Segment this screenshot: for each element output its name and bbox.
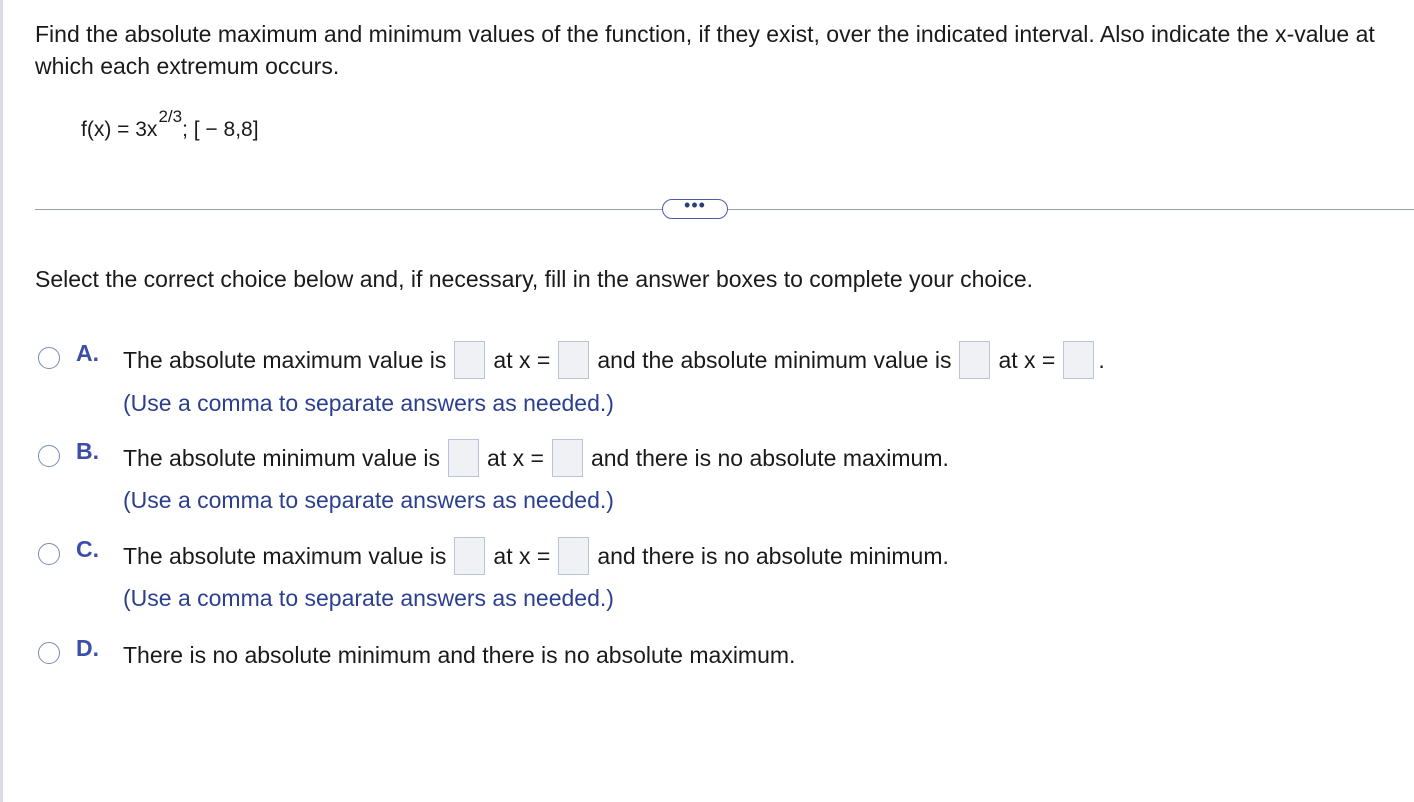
choice-d-text-1: There is no absolute minimum and there is no absolute maximum. (123, 641, 796, 668)
choice-d-letter: D. (76, 635, 99, 661)
choice-c-text-2: at x = (493, 542, 551, 569)
choice-c-text-1: The absolute maximum value is (123, 542, 447, 569)
choice-a-line (123, 338, 1105, 378)
formula-base: f(x) = 3x (81, 118, 158, 141)
answer-box-a-max-value[interactable] (454, 341, 485, 379)
choice-a-letter: A. (76, 340, 99, 366)
answer-box-b-min-value[interactable] (448, 439, 479, 477)
choice-c-line (123, 534, 949, 574)
choice-b-text-2: at x = (487, 444, 544, 471)
choice-b-text-3: and there is no absolute maximum. (590, 444, 949, 471)
choice-b-note: (Use a comma to separate answers as needed.) (123, 487, 614, 513)
radio-choice-a[interactable] (38, 347, 60, 369)
choice-c-text-3: and there is no absolute minimum. (597, 542, 949, 569)
choice-a-note: (Use a comma to separate answers as needed.) (123, 390, 614, 416)
choice-a-text-3: and the absolute minimum value is (597, 346, 952, 373)
choice-a-text-4: at x = (998, 346, 1056, 373)
choice-c-note: (Use a comma to separate answers as needed.) (123, 585, 614, 611)
answer-box-c-max-x[interactable] (558, 537, 589, 575)
answer-box-b-min-x[interactable] (552, 439, 583, 477)
function-formula (81, 107, 259, 142)
choice-c-letter: C. (76, 536, 99, 562)
formula-interval: ; [ − 8,8] (182, 118, 259, 141)
answer-box-c-max-value[interactable] (454, 537, 485, 575)
instruction-text: Select the correct choice below and, if necessary, fill in the answer boxes to complete your choice. (35, 266, 1034, 292)
left-border (0, 0, 3, 802)
choice-d-line (123, 633, 795, 673)
more-options-button[interactable]: ••• (662, 199, 728, 219)
choice-a-text-1: The absolute maximum value is (123, 346, 447, 373)
choice-b-text-1: The absolute minimum value is (123, 444, 441, 471)
answer-box-a-min-value[interactable] (959, 341, 990, 379)
choice-b-letter: B. (76, 438, 99, 464)
radio-choice-d[interactable] (38, 642, 60, 664)
answer-box-a-max-x[interactable] (558, 341, 589, 379)
choice-a-text-2: at x = (493, 346, 551, 373)
question-text: Find the absolute maximum and minimum values of the function, if they exist, over the indicated interval. Also indicate the x-value at which each extremum occurs. (35, 21, 1375, 79)
choice-a-text-5: . (1098, 346, 1105, 373)
formula-exponent: 2/3 (158, 107, 183, 126)
answer-box-a-min-x[interactable] (1063, 341, 1094, 379)
radio-choice-c[interactable] (38, 543, 60, 565)
choice-b-line (123, 436, 949, 476)
radio-choice-b[interactable] (38, 445, 60, 467)
